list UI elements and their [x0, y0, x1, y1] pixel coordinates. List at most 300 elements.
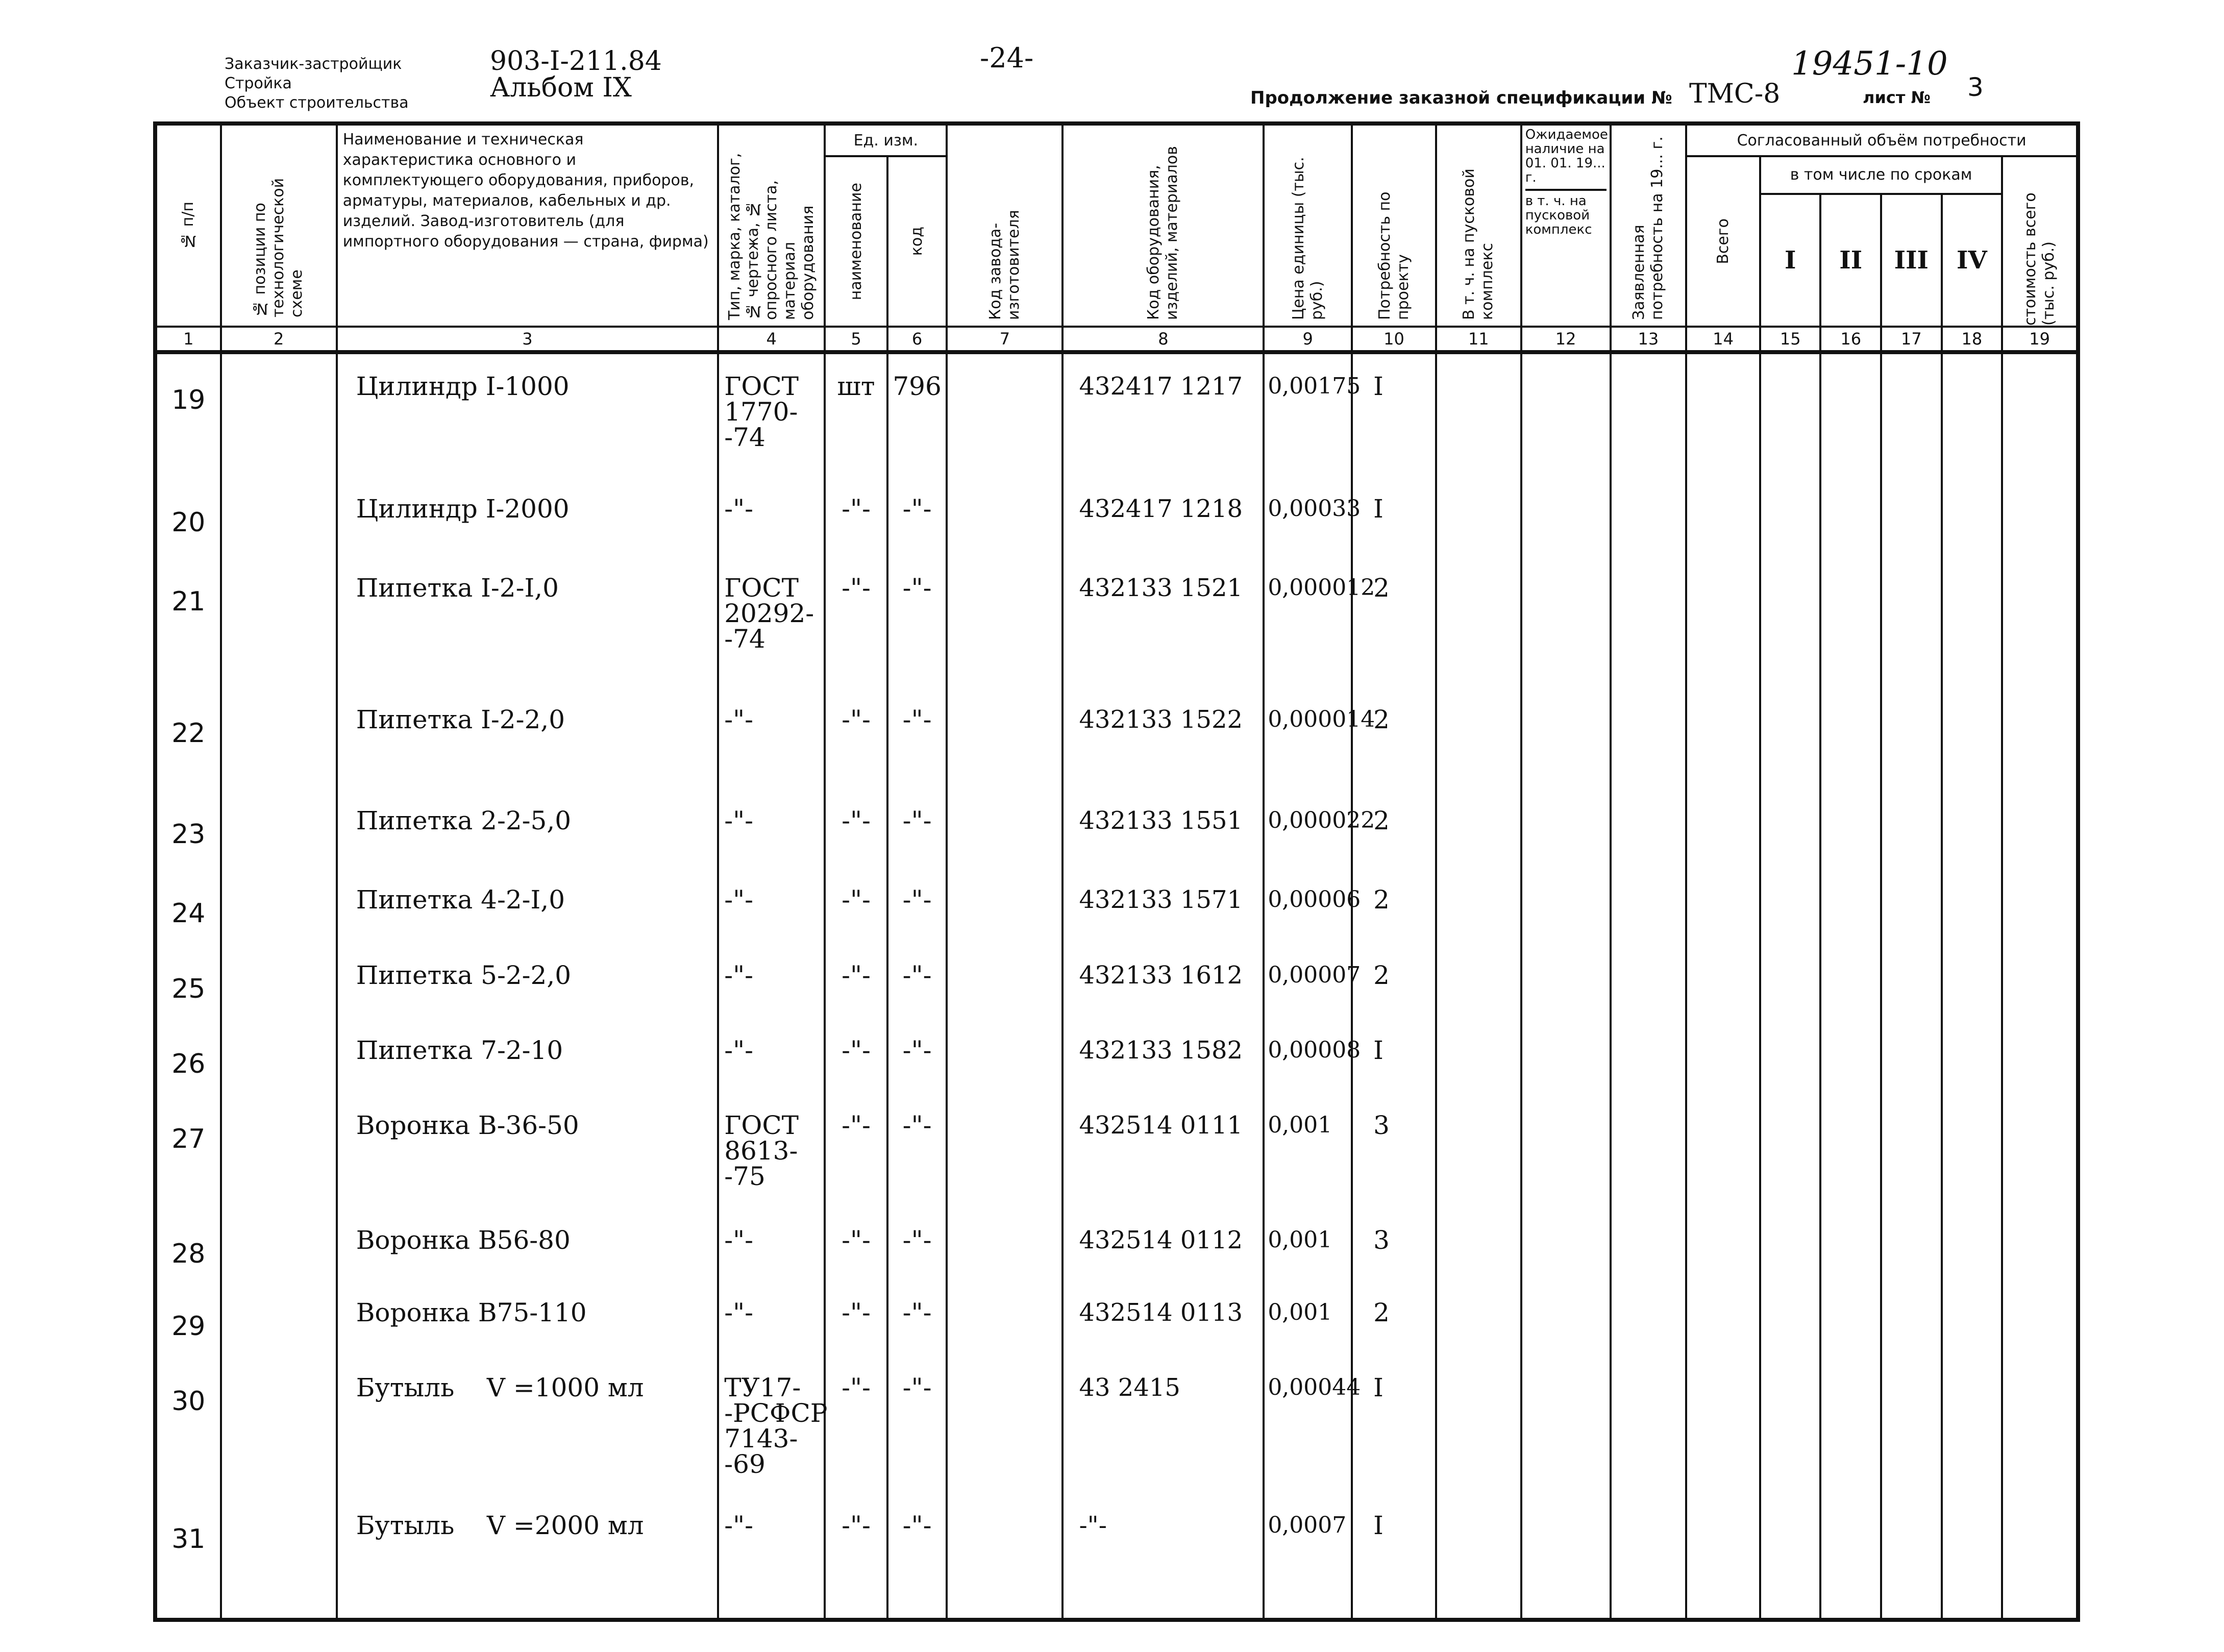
item-code: 43 2415 [1062, 1355, 1264, 1493]
empty-cell [947, 687, 1062, 788]
column-number: 12 [1521, 327, 1611, 352]
table-row [155, 352, 2078, 477]
item-type: -"- [718, 943, 825, 1018]
item-code: 432514 0113 [1062, 1280, 1264, 1355]
unit-price: 0,00007 [1264, 943, 1352, 1018]
item-code: 432133 1521 [1062, 556, 1264, 687]
empty-cell [947, 868, 1062, 944]
unit-name: -"- [825, 1280, 887, 1355]
unit-name: -"- [825, 1493, 887, 1620]
table-body [155, 352, 2078, 1620]
empty-cell [1436, 1018, 1521, 1093]
empty-cell [1881, 943, 1942, 1018]
unit-code: -"- [887, 1093, 947, 1208]
item-type: -"- [718, 1018, 825, 1093]
row-number: 27 [155, 1093, 221, 1208]
empty-cell [221, 1355, 337, 1493]
table-row [155, 1093, 2078, 1208]
project-qty: I [1352, 477, 1436, 556]
empty-cell [1942, 1493, 2003, 1620]
column-number: 5 [825, 327, 887, 352]
unit-name: -"- [825, 1208, 887, 1280]
item-code: 432417 1217 [1062, 352, 1264, 477]
unit-price: 0,001 [1264, 1093, 1352, 1208]
empty-cell [1820, 1093, 1881, 1208]
empty-cell [1820, 477, 1881, 556]
column-number: 4 [718, 327, 825, 352]
empty-cell [1521, 1208, 1611, 1280]
empty-cell [1611, 788, 1687, 868]
empty-cell [1942, 687, 2003, 788]
empty-cell [947, 477, 1062, 556]
empty-cell [1942, 477, 2003, 556]
item-type: -"- [718, 477, 825, 556]
empty-cell [1760, 687, 1821, 788]
empty-cell [1436, 687, 1521, 788]
empty-cell [1942, 352, 2003, 477]
item-code: 432133 1571 [1062, 868, 1264, 944]
empty-cell [1760, 1355, 1821, 1493]
col-head-2: № позиции по технологической схеме [221, 124, 337, 327]
empty-cell [1760, 477, 1821, 556]
item-type: ГОСТ 8613- -75 [718, 1093, 825, 1208]
empty-cell [1521, 788, 1611, 868]
empty-cell [1686, 1355, 1760, 1493]
col-head-8: Код оборудования, изделий, материалов [1062, 124, 1264, 327]
empty-cell [1760, 868, 1821, 944]
column-number: 7 [947, 327, 1062, 352]
unit-code: -"- [887, 1208, 947, 1280]
empty-cell [1686, 1280, 1760, 1355]
unit-code: 796 [887, 352, 947, 477]
unit-name: -"- [825, 868, 887, 944]
empty-cell [1521, 352, 1611, 477]
empty-cell [1611, 1093, 1687, 1208]
column-number: 3 [337, 327, 719, 352]
empty-cell [1436, 1093, 1521, 1208]
table-row [155, 1355, 2078, 1493]
empty-cell [1611, 1493, 1687, 1620]
unit-group-head: Ед. изм. [825, 124, 947, 156]
empty-cell [1686, 943, 1760, 1018]
empty-cell [1942, 943, 2003, 1018]
row-number: 20 [155, 477, 221, 556]
empty-cell [1686, 868, 1760, 944]
item-name: Пипетка 7-2-10 [337, 1018, 719, 1093]
unit-name: -"- [825, 1355, 887, 1493]
empty-cell [947, 1093, 1062, 1208]
item-name: Воронка В56-80 [337, 1208, 719, 1280]
empty-cell [1521, 1493, 1611, 1620]
table-row [155, 477, 2078, 556]
project-qty: 2 [1352, 687, 1436, 788]
project-qty: 2 [1352, 868, 1436, 944]
empty-cell [1760, 1018, 1821, 1093]
empty-cell [221, 1493, 337, 1620]
item-type: ГОСТ 20292- -74 [718, 556, 825, 687]
empty-cell [1686, 788, 1760, 868]
empty-cell [1611, 1355, 1687, 1493]
table-header [155, 124, 2078, 352]
empty-cell [1760, 1093, 1821, 1208]
item-name: Цилиндр I-2000 [337, 477, 719, 556]
column-number: 17 [1881, 327, 1942, 352]
empty-cell [947, 1493, 1062, 1620]
empty-cell [1820, 1280, 1881, 1355]
empty-cell [947, 1355, 1062, 1493]
col-head-1: № п/п [155, 124, 221, 327]
empty-cell [1760, 352, 1821, 477]
row-number: 22 [155, 687, 221, 788]
unit-price: 0,00006 [1264, 868, 1352, 944]
column-number: 15 [1760, 327, 1821, 352]
empty-cell [1521, 687, 1611, 788]
empty-cell [947, 788, 1062, 868]
empty-cell [1686, 556, 1760, 687]
item-name: Пипетка I-2-I,0 [337, 556, 719, 687]
empty-cell [2002, 477, 2078, 556]
empty-cell [1942, 1093, 2003, 1208]
empty-cell [1686, 1093, 1760, 1208]
empty-cell [1521, 868, 1611, 944]
col-head-12 [1521, 124, 1611, 327]
empty-cell [1881, 556, 1942, 687]
unit-price: 0,000022 [1264, 788, 1352, 868]
empty-cell [1820, 1493, 1881, 1620]
continuation-label: Продолжение заказной спецификации № [1250, 88, 1672, 108]
empty-cell [221, 1018, 337, 1093]
unit-code: -"- [887, 556, 947, 687]
item-name: Пипетка 2-2-5,0 [337, 788, 719, 868]
table-row [155, 556, 2078, 687]
unit-code: -"- [887, 1355, 947, 1493]
empty-cell [1611, 943, 1687, 1018]
empty-cell [1942, 1355, 2003, 1493]
col-head-17: III [1881, 194, 1942, 327]
empty-cell [1611, 868, 1687, 944]
empty-cell [1942, 788, 2003, 868]
item-type: -"- [718, 1493, 825, 1620]
col-head-7: Код завода-изготовителя [947, 124, 1062, 327]
row-number: 29 [155, 1280, 221, 1355]
col-head-13: Заявленная потребность на 19... г. [1611, 124, 1687, 327]
empty-cell [1611, 687, 1687, 788]
col-head-6: код [887, 156, 947, 327]
empty-cell [1521, 943, 1611, 1018]
empty-cell [1820, 556, 1881, 687]
unit-name: шт [825, 352, 887, 477]
empty-cell [1611, 1018, 1687, 1093]
empty-cell [2002, 1093, 2078, 1208]
row-number: 31 [155, 1493, 221, 1620]
column-number: 11 [1436, 327, 1521, 352]
column-number: 19 [2002, 327, 2078, 352]
empty-cell [1611, 477, 1687, 556]
spec-number: ТМС-8 [1689, 79, 1781, 109]
object-label: Объект строительства [225, 94, 409, 112]
unit-name: -"- [825, 788, 887, 868]
empty-cell [1611, 1208, 1687, 1280]
item-type: -"- [718, 868, 825, 944]
unit-price: 0,00175 [1264, 352, 1352, 477]
item-type: -"- [718, 788, 825, 868]
row-number: 24 [155, 868, 221, 944]
unit-code: -"- [887, 477, 947, 556]
unit-price: 0,000014 [1264, 687, 1352, 788]
col-head-19: стоимость всего (тыс. руб.) [2002, 156, 2078, 327]
col-head-12a: Ожидаемое наличие на 01. 01. 19... г. [1525, 127, 1608, 185]
empty-cell [1686, 1493, 1760, 1620]
item-code: 432514 0112 [1062, 1208, 1264, 1280]
empty-cell [1521, 1018, 1611, 1093]
empty-cell [1436, 788, 1521, 868]
item-code: 432133 1582 [1062, 1018, 1264, 1093]
project-qty: 2 [1352, 556, 1436, 687]
row-number: 26 [155, 1018, 221, 1093]
project-qty: 2 [1352, 943, 1436, 1018]
agreed-group-head: Согласованный объём потребности [1686, 124, 2078, 156]
empty-cell [1436, 477, 1521, 556]
table-row [155, 868, 2078, 944]
empty-cell [1760, 556, 1821, 687]
empty-cell [221, 1093, 337, 1208]
empty-cell [947, 1208, 1062, 1280]
col-head-12b: в т. ч. на пусковой комплекс [1525, 189, 1607, 237]
col-head-11: В т. ч. на пусковой комплекс [1436, 124, 1521, 327]
item-name: Бутыль V =1000 мл [337, 1355, 719, 1493]
empty-cell [2002, 556, 2078, 687]
col-head-18: IV [1942, 194, 2003, 327]
unit-code: -"- [887, 788, 947, 868]
unit-name: -"- [825, 556, 887, 687]
doc-number: 19451-10 [1791, 45, 1948, 83]
item-name: Цилиндр I-1000 [337, 352, 719, 477]
table-row [155, 788, 2078, 868]
unit-code: -"- [887, 687, 947, 788]
empty-cell [221, 556, 337, 687]
page-mark: -24- [980, 42, 1034, 74]
empty-cell [1521, 1355, 1611, 1493]
empty-cell [1820, 868, 1881, 944]
empty-cell [221, 1280, 337, 1355]
item-name: Бутыль V =2000 мл [337, 1493, 719, 1620]
table-row [155, 943, 2078, 1018]
item-type: ГОСТ 1770- -74 [718, 352, 825, 477]
unit-code: -"- [887, 868, 947, 944]
item-code: 432417 1218 [1062, 477, 1264, 556]
project-qty: I [1352, 1355, 1436, 1493]
empty-cell [221, 477, 337, 556]
terms-group-head: в том числе по срокам [1760, 156, 2002, 194]
empty-cell [2002, 687, 2078, 788]
empty-cell [221, 687, 337, 788]
empty-cell [2002, 352, 2078, 477]
unit-name: -"- [825, 1018, 887, 1093]
site-label: Стройка [225, 75, 292, 92]
unit-price: 0,00008 [1264, 1018, 1352, 1093]
empty-cell [2002, 1355, 2078, 1493]
empty-cell [2002, 1018, 2078, 1093]
column-numbers-row [155, 327, 2078, 352]
unit-name: -"- [825, 943, 887, 1018]
col-head-5: наименование [825, 156, 887, 327]
empty-cell [947, 352, 1062, 477]
empty-cell [1686, 352, 1760, 477]
sheet-label: лист № [1863, 88, 1931, 107]
item-type: -"- [718, 1208, 825, 1280]
empty-cell [1942, 1280, 2003, 1355]
column-number: 13 [1611, 327, 1687, 352]
empty-cell [2002, 1280, 2078, 1355]
empty-cell [947, 1018, 1062, 1093]
col-head-9: Цена единицы (тыс. руб.) [1264, 124, 1352, 327]
empty-cell [221, 352, 337, 477]
project-qty: I [1352, 1493, 1436, 1620]
empty-cell [947, 943, 1062, 1018]
empty-cell [1686, 1208, 1760, 1280]
unit-name: -"- [825, 1093, 887, 1208]
table-row [155, 1208, 2078, 1280]
table-row [155, 1493, 2078, 1620]
unit-price: 0,001 [1264, 1280, 1352, 1355]
empty-cell [1686, 477, 1760, 556]
column-number: 14 [1686, 327, 1760, 352]
empty-cell [1820, 1018, 1881, 1093]
col-head-10: Потребность по проекту [1352, 124, 1436, 327]
item-name: Воронка В-36-50 [337, 1093, 719, 1208]
empty-cell [1436, 1355, 1521, 1493]
empty-cell [1521, 556, 1611, 687]
unit-price: 0,0007 [1264, 1493, 1352, 1620]
empty-cell [2002, 1493, 2078, 1620]
empty-cell [1436, 943, 1521, 1018]
empty-cell [1521, 1093, 1611, 1208]
empty-cell [947, 1280, 1062, 1355]
item-name: Пипетка 5-2-2,0 [337, 943, 719, 1018]
empty-cell [1881, 352, 1942, 477]
column-number: 18 [1942, 327, 2003, 352]
unit-price: 0,001 [1264, 1208, 1352, 1280]
customer-label: Заказчик-застройщик [225, 55, 402, 73]
col-head-16: II [1820, 194, 1881, 327]
project-qty: 3 [1352, 1208, 1436, 1280]
empty-cell [1881, 1093, 1942, 1208]
empty-cell [1436, 868, 1521, 944]
empty-cell [1760, 1493, 1821, 1620]
sheet-number: 3 [1967, 72, 1984, 102]
empty-cell [1760, 943, 1821, 1018]
row-number: 19 [155, 352, 221, 477]
column-number: 2 [221, 327, 337, 352]
empty-cell [1881, 1355, 1942, 1493]
unit-price: 0,000012 [1264, 556, 1352, 687]
column-number: 16 [1820, 327, 1881, 352]
empty-cell [1436, 556, 1521, 687]
empty-cell [1436, 352, 1521, 477]
unit-code: -"- [887, 1018, 947, 1093]
table-row [155, 687, 2078, 788]
unit-price: 0,00044 [1264, 1355, 1352, 1493]
item-name: Воронка В75-110 [337, 1280, 719, 1355]
item-code: 432133 1612 [1062, 943, 1264, 1018]
empty-cell [221, 868, 337, 944]
item-code: 432133 1551 [1062, 788, 1264, 868]
empty-cell [1881, 1208, 1942, 1280]
unit-code: -"- [887, 943, 947, 1018]
empty-cell [221, 788, 337, 868]
empty-cell [1881, 1280, 1942, 1355]
empty-cell [1521, 477, 1611, 556]
unit-code: -"- [887, 1493, 947, 1620]
item-code: 432514 0111 [1062, 1093, 1264, 1208]
unit-name: -"- [825, 477, 887, 556]
row-number: 21 [155, 556, 221, 687]
empty-cell [1686, 1018, 1760, 1093]
empty-cell [1942, 1208, 2003, 1280]
empty-cell [1881, 1018, 1942, 1093]
empty-cell [1436, 1493, 1521, 1620]
empty-cell [1942, 1018, 2003, 1093]
row-number: 28 [155, 1208, 221, 1280]
empty-cell [2002, 788, 2078, 868]
unit-name: -"- [825, 687, 887, 788]
unit-code: -"- [887, 1280, 947, 1355]
item-code: -"- [1062, 1493, 1264, 1620]
empty-cell [1611, 556, 1687, 687]
empty-cell [2002, 868, 2078, 944]
project-qty: I [1352, 1018, 1436, 1093]
empty-cell [1611, 352, 1687, 477]
empty-cell [1820, 943, 1881, 1018]
empty-cell [1820, 687, 1881, 788]
item-code: 432133 1522 [1062, 687, 1264, 788]
empty-cell [1881, 477, 1942, 556]
empty-cell [1686, 687, 1760, 788]
empty-cell [1820, 1208, 1881, 1280]
empty-cell [1760, 1208, 1821, 1280]
col-head-4: Тип, марка, каталог, № чертежа, № опросного листа, материал оборудования [718, 124, 825, 327]
project-qty: I [1352, 352, 1436, 477]
item-type: -"- [718, 1280, 825, 1355]
col-head-14: Всего [1686, 156, 1760, 327]
column-number: 9 [1264, 327, 1352, 352]
project-qty: 2 [1352, 788, 1436, 868]
empty-cell [1820, 788, 1881, 868]
column-number: 8 [1062, 327, 1264, 352]
empty-cell [1881, 687, 1942, 788]
empty-cell [947, 556, 1062, 687]
empty-cell [2002, 943, 2078, 1018]
item-type: -"- [718, 687, 825, 788]
empty-cell [221, 1208, 337, 1280]
item-name: Пипетка I-2-2,0 [337, 687, 719, 788]
empty-cell [1521, 1280, 1611, 1355]
specification-table [153, 121, 2080, 1622]
empty-cell [1942, 556, 2003, 687]
row-number: 30 [155, 1355, 221, 1493]
column-number: 10 [1352, 327, 1436, 352]
empty-cell [2002, 1208, 2078, 1280]
col-head-3: Наименование и техническая характеристика основного и комплектующего оборудования, приборов, арматуры, материалов, кабельных и др. изделий. Завод-изготовитель (для импортного оборудования — страна, фирма) [337, 124, 719, 327]
project-qty: 2 [1352, 1280, 1436, 1355]
empty-cell [221, 943, 337, 1018]
project-qty: 3 [1352, 1093, 1436, 1208]
empty-cell [1760, 1280, 1821, 1355]
empty-cell [1881, 868, 1942, 944]
empty-cell [1611, 1280, 1687, 1355]
project-code: 903-I-211.84 [490, 46, 662, 77]
empty-cell [1820, 352, 1881, 477]
